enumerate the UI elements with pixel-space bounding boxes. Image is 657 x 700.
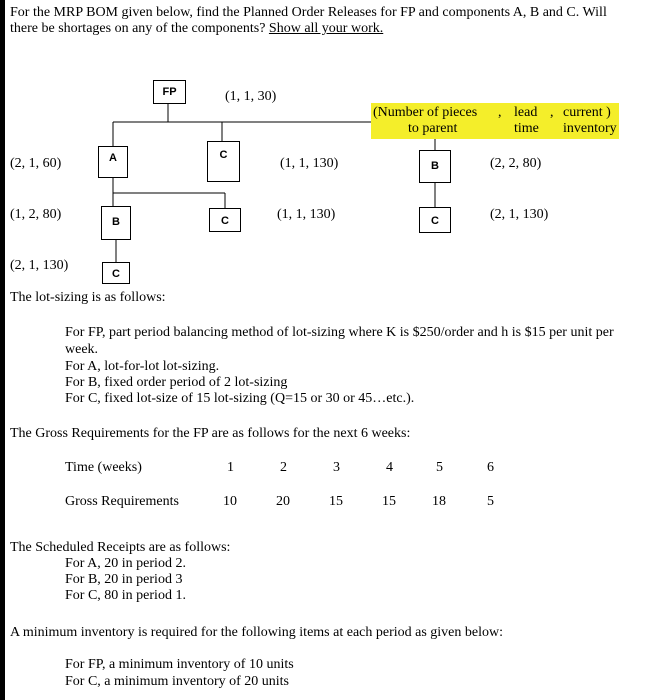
lot-sizing-fp-line2: week. xyxy=(65,342,99,357)
c-under-a-params: (1, 1, 130) xyxy=(277,207,336,222)
lot-sizing-fp-line1: For FP, part period balancing method of lot-sizing where K is $250/order and h is $15 per unit per xyxy=(65,325,614,340)
legend-pieces-line2: to parent xyxy=(408,121,458,136)
gross-value-cell: 15 xyxy=(329,494,343,509)
bom-node-b-right: B xyxy=(419,150,451,183)
b-right-params: (2, 2, 80) xyxy=(490,156,542,171)
week-cell: 2 xyxy=(280,460,287,475)
legend-current-line2: inventory xyxy=(563,121,617,136)
lot-sizing-intro: The lot-sizing is as follows: xyxy=(10,290,166,305)
gross-intro: The Gross Requirements for the FP are as follows for the next 6 weeks: xyxy=(10,426,411,441)
gross-value-cell: 15 xyxy=(382,494,396,509)
c-under-b-right-params: (2, 1, 130) xyxy=(490,207,549,222)
bom-node-c-under-b-right: C xyxy=(419,207,451,233)
bom-node-c-level1: C xyxy=(207,141,240,182)
legend-separator-1: , xyxy=(498,105,502,120)
problem-sheet xyxy=(5,0,657,700)
gross-requirements-label: Gross Requirements xyxy=(65,494,179,509)
legend-current-line1: current ) xyxy=(563,105,611,120)
question-line-1: For the MRP BOM given below, find the Planned Order Releases for FP and components A, B and C. Will xyxy=(10,5,607,20)
week-cell: 1 xyxy=(227,460,234,475)
min-inventory-fp: For FP, a minimum inventory of 10 units xyxy=(65,657,294,672)
legend-pieces-line1: (Number of pieces xyxy=(373,105,478,120)
week-cell: 6 xyxy=(487,460,494,475)
show-work-text: Show all your work. xyxy=(268,21,384,36)
gross-value-cell: 20 xyxy=(276,494,290,509)
b-left-params: (1, 2, 80) xyxy=(10,207,62,222)
lot-sizing-c: For C, fixed lot-size of 15 lot-sizing (Q=15 or 30 or 45…etc.). xyxy=(65,391,415,406)
a-params: (2, 1, 60) xyxy=(10,156,62,171)
week-cell: 3 xyxy=(333,460,340,475)
lot-sizing-a: For A, lot-for-lot lot-sizing. xyxy=(65,359,220,374)
gross-value-cell: 5 xyxy=(487,494,494,509)
question-line-2-text: there be shortages on any of the components? xyxy=(10,21,269,36)
gross-value-cell: 10 xyxy=(223,494,237,509)
receipt-c: For C, 80 in period 1. xyxy=(65,588,186,603)
legend-lead-line2: time xyxy=(514,121,539,136)
receipts-intro: The Scheduled Receipts are as follows: xyxy=(10,540,231,555)
fp-params: (1, 1, 30) xyxy=(225,89,277,104)
legend-lead-line1: lead xyxy=(514,105,538,120)
week-cell: 5 xyxy=(436,460,443,475)
receipt-b: For B, 20 in period 3 xyxy=(65,572,183,587)
bom-node-a: A xyxy=(98,146,128,178)
legend-separator-2: , xyxy=(550,105,554,120)
bom-node-c-under-a: C xyxy=(209,208,241,232)
gross-value-cell: 18 xyxy=(432,494,446,509)
time-weeks-label: Time (weeks) xyxy=(65,460,142,475)
min-inventory-intro: A minimum inventory is required for the following items at each period as given below: xyxy=(10,625,504,640)
lot-sizing-b: For B, fixed order period of 2 lot-sizing xyxy=(65,375,288,390)
c-level1-params: (1, 1, 130) xyxy=(280,156,339,171)
bom-node-fp: FP xyxy=(153,80,186,104)
min-inventory-c: For C, a minimum inventory of 20 units xyxy=(65,674,289,689)
bom-node-b-left: B xyxy=(101,206,131,240)
week-cell: 4 xyxy=(386,460,393,475)
bom-node-c-under-b-left: C xyxy=(102,262,130,284)
receipt-a: For A, 20 in period 2. xyxy=(65,556,186,571)
c-under-b-left-params: (2, 1, 130) xyxy=(10,258,69,273)
